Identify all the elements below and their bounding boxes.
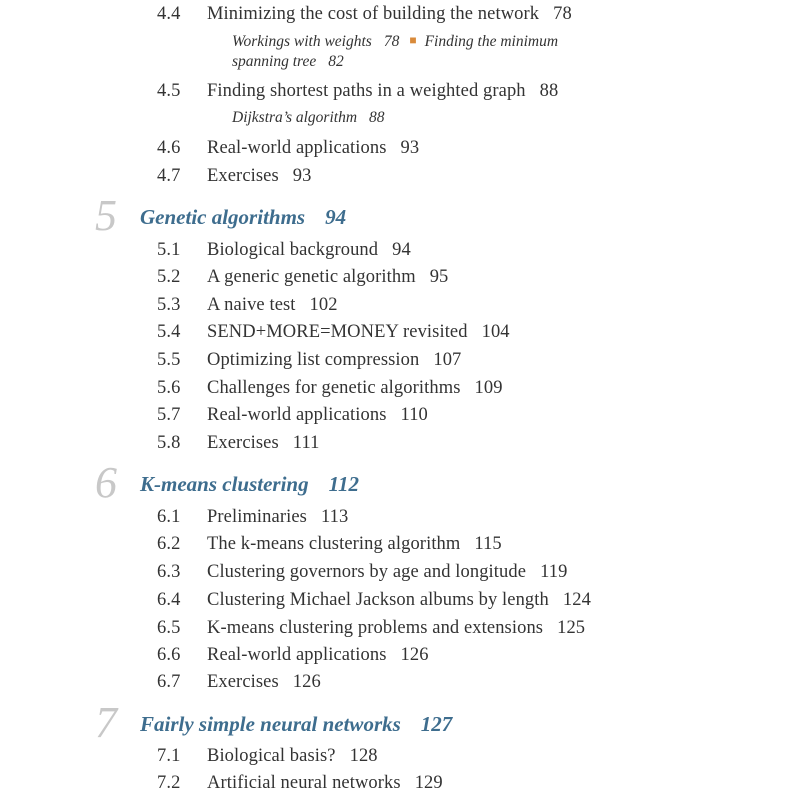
toc-section-5-4[interactable] — [157, 321, 510, 343]
section-title: Real-world applications — [207, 405, 387, 425]
section-number: 5.2 — [157, 267, 181, 287]
section-page: 125 — [557, 618, 586, 638]
toc-section-5-2[interactable] — [157, 266, 448, 288]
section-page: 115 — [474, 534, 502, 554]
section-page: 102 — [309, 295, 338, 315]
toc-section-6-7[interactable] — [157, 671, 321, 693]
section-title: Biological background — [207, 240, 379, 260]
section-page: 95 — [429, 267, 449, 287]
subsection-title[interactable]: Finding the minimum — [424, 33, 559, 50]
bullet-separator: ■ — [409, 33, 417, 47]
section-number: 4.7 — [157, 166, 181, 186]
toc-chapter-7[interactable] — [95, 698, 453, 747]
section-page: 107 — [433, 350, 462, 370]
toc-section-5-8[interactable] — [157, 432, 319, 454]
section-page: 126 — [292, 672, 321, 692]
section-title: Artificial neural networks — [207, 773, 401, 793]
chapter-page: 127 — [420, 712, 453, 736]
subsection-title[interactable]: Dijkstra’s algorithm — [232, 109, 358, 126]
toc-section-5-7[interactable] — [157, 404, 428, 426]
chapter-title: K-means clustering — [140, 472, 309, 496]
toc-section-6-1[interactable] — [157, 506, 348, 528]
section-number: 6.5 — [157, 618, 181, 638]
section-title: Preliminaries — [207, 507, 307, 527]
toc-section-5-3[interactable] — [157, 294, 338, 316]
section-number: 6.1 — [157, 507, 181, 527]
section-page: 113 — [320, 507, 349, 527]
section-number: 6.4 — [157, 590, 181, 610]
toc-section-4-6[interactable] — [157, 137, 419, 159]
toc-subsection-4-4-line1 — [232, 32, 558, 52]
section-number: 4.5 — [157, 81, 181, 101]
section-number: 5.6 — [157, 378, 181, 398]
section-title: Exercises — [207, 433, 279, 453]
section-page: 93 — [292, 166, 312, 186]
chapter-title: Genetic algorithms — [140, 205, 306, 229]
section-title: Optimizing list compression — [207, 350, 420, 370]
toc-section-4-7[interactable] — [157, 165, 312, 187]
section-page: 110 — [400, 405, 428, 425]
toc-section-4-4[interactable] — [157, 3, 572, 25]
section-page: 124 — [562, 590, 591, 610]
section-title: Clustering Michael Jackson albums by length — [207, 590, 549, 610]
toc-section-5-1[interactable] — [157, 239, 411, 261]
toc-section-5-5[interactable] — [157, 349, 461, 371]
section-number: 5.8 — [157, 433, 181, 453]
section-page: 128 — [349, 746, 378, 766]
subsection-title[interactable]: Workings with weights — [232, 33, 372, 50]
toc-subsection-4-5 — [232, 108, 385, 128]
section-title: Real-world applications — [207, 645, 387, 665]
section-title: Minimizing the cost of building the network — [207, 4, 540, 24]
section-page: 94 — [392, 240, 411, 260]
section-number: 6.3 — [157, 562, 181, 582]
section-number: 5.1 — [157, 240, 181, 260]
section-number: 6.6 — [157, 645, 181, 665]
section-title: Exercises — [207, 166, 279, 186]
section-number: 5.3 — [157, 295, 181, 315]
section-page: 111 — [292, 433, 320, 453]
section-title: Clustering governors by age and longitude — [207, 562, 527, 582]
section-page: 119 — [540, 562, 568, 582]
section-title: Challenges for genetic algorithms — [207, 378, 461, 398]
toc-section-4-5[interactable] — [157, 80, 558, 102]
section-title: A generic genetic algorithm — [207, 267, 416, 287]
section-title: Exercises — [207, 672, 279, 692]
toc-section-6-3[interactable] — [157, 561, 567, 583]
section-number: 6.2 — [157, 534, 181, 554]
chapter-number: 7 — [95, 698, 117, 747]
toc-section-6-5[interactable] — [157, 617, 585, 639]
chapter-page: 112 — [328, 472, 359, 496]
subsection-page: 82 — [328, 53, 344, 70]
section-number: 5.5 — [157, 350, 181, 370]
section-title: A naive test — [207, 295, 296, 315]
section-page: 88 — [539, 81, 559, 101]
toc-chapter-6[interactable] — [95, 458, 359, 507]
section-page: 93 — [400, 138, 420, 158]
toc-section-6-6[interactable] — [157, 644, 429, 666]
toc-section-5-6[interactable] — [157, 377, 503, 399]
chapter-number: 5 — [95, 191, 117, 240]
section-number: 4.6 — [157, 138, 181, 158]
chapter-number: 6 — [95, 458, 117, 507]
section-page: 129 — [414, 773, 443, 793]
section-number: 6.7 — [157, 672, 181, 692]
chapter-title: Fairly simple neural networks — [140, 712, 401, 736]
toc-subsection-4-4-line2 — [232, 52, 344, 72]
section-title: The k-means clustering algorithm — [207, 534, 461, 554]
section-title: Biological basis? — [207, 746, 336, 766]
section-number: 5.4 — [157, 322, 181, 342]
toc-section-6-2[interactable] — [157, 533, 502, 555]
toc-section-7-2[interactable] — [157, 772, 443, 794]
subsection-page: 78 — [383, 33, 400, 50]
section-title: Real-world applications — [207, 138, 387, 158]
section-number: 5.7 — [157, 405, 181, 425]
section-page: 104 — [481, 322, 510, 342]
toc-section-7-1[interactable] — [157, 745, 378, 767]
section-title: K-means clustering problems and extensions — [207, 618, 544, 638]
chapter-page: 94 — [325, 205, 347, 229]
section-number: 7.2 — [157, 773, 181, 793]
section-page: 126 — [400, 645, 429, 665]
section-title: SEND+MORE=MONEY revisited — [207, 322, 468, 342]
section-title: Finding shortest paths in a weighted graph — [207, 81, 526, 101]
section-page: 78 — [553, 4, 572, 24]
subsection-title-cont[interactable]: spanning tree — [232, 53, 317, 70]
subsection-page: 88 — [369, 109, 385, 126]
toc-chapter-5[interactable] — [95, 191, 347, 240]
toc-section-6-4[interactable] — [157, 589, 591, 611]
section-number: 4.4 — [157, 4, 181, 24]
section-number: 7.1 — [157, 746, 181, 766]
section-page: 109 — [474, 378, 503, 398]
